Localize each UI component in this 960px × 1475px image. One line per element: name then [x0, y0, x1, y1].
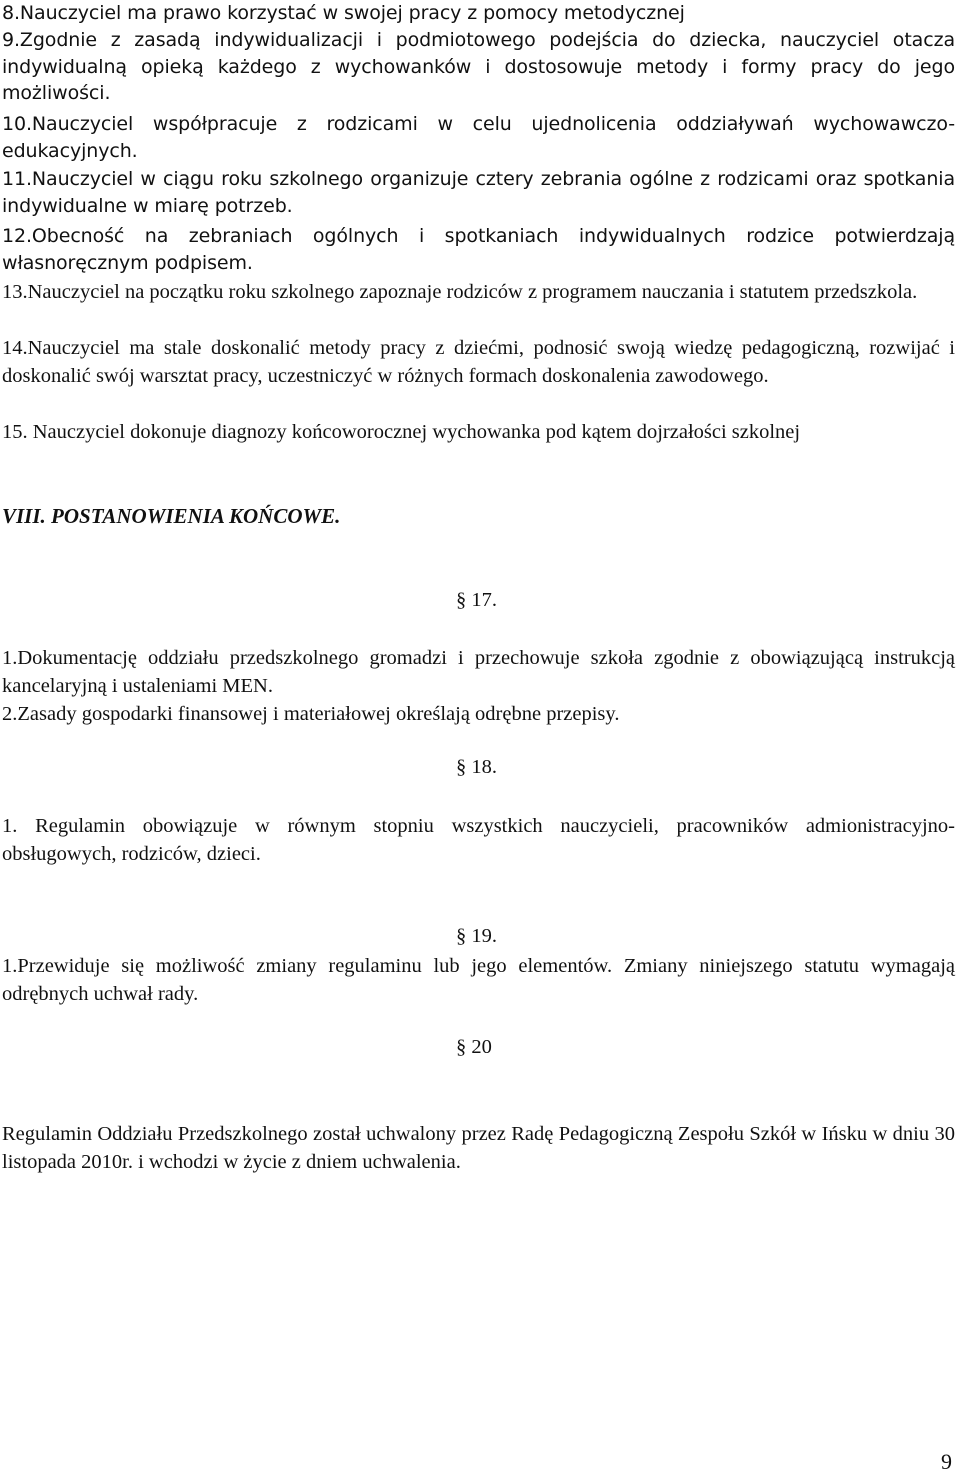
par17-item-1: 1.Dokumentację oddziału przedszkolnego gromadzi i przechowuje szkoła zgodnie z obowiązującą instrukcją kancelaryjną i ustaleniami MEN.: [2, 647, 955, 697]
item-14: 14.Nauczyciel ma stale doskonalić metody pracy z dziećmi, podnosić swoją wiedzę pedagogiczną, rozwijać i doskonalić swój warsztat pracy, uczestniczyć w różnych formach doskonalenia zawodowego.: [2, 337, 955, 387]
item-10: 10.Nauczyciel współpracuje z rodzicami w celu ujednolicenia oddziaływań wychowawczo-edukacyjnych.: [2, 113, 955, 162]
item-12: 12.Obecność na zebraniach ogólnych i spotkaniach indywidualnych rodzice potwierdzają własnoręcznym podpisem.: [2, 225, 955, 274]
item-9: 9.Zgodnie z zasadą indywidualizacji i podmiotowego podejścia do dziecka, nauczyciel otacza indywidualną opieką każdego z wychowanków i dostosowuje metody i formy pracy do jego możliwości.: [2, 29, 955, 104]
paragraph-mark-18: § 18.: [456, 756, 497, 778]
par19-item-1: 1.Przewiduje się możliwość zmiany regulaminu lub jego elementów. Zmiany niniejszego statutu wymagają odrębnych uchwał rady.: [2, 955, 955, 1005]
item-13: 13.Nauczyciel na początku roku szkolnego zapoznaje rodziców z programem nauczania i statutem przedszkola.: [2, 281, 918, 303]
paragraph-mark-20: § 20: [456, 1036, 492, 1058]
par20-text: Regulamin Oddziału Przedszkolnego został uchwalony przez Radę Pedagogiczną Zespołu Szkół w Ińsku w dniu 30 listopada 2010r. i wchodzi w życie z dniem uchwalenia.: [2, 1123, 955, 1173]
paragraph-mark-17: § 17.: [456, 589, 497, 611]
section-heading: VIII. POSTANOWIENIA KOŃCOWE.: [2, 504, 341, 528]
paragraph-mark-19: § 19.: [456, 925, 497, 947]
item-11: 11.Nauczyciel w ciągu roku szkolnego organizuje cztery zebrania ogólne z rodzicami oraz spotkania indywidualne w miarę potrzeb.: [2, 168, 955, 217]
page-number: 9: [941, 1449, 952, 1474]
par18-item-1: 1. Regulamin obowiązuje w równym stopniu wszystkich nauczycieli, pracowników admionistracyjno-obsługowych, rodziców, dzieci.: [2, 815, 955, 865]
item-15: 15. Nauczyciel dokonuje diagnozy końcoworocznej wychowanka pod kątem dojrzałości szkolnej: [2, 421, 801, 443]
par17-item-2: 2.Zasady gospodarki finansowej i materiałowej określają odrębne przepisy.: [2, 703, 620, 725]
item-8: 8.Nauczyciel ma prawo korzystać w swojej pracy z pomocy metodycznej: [2, 2, 685, 24]
